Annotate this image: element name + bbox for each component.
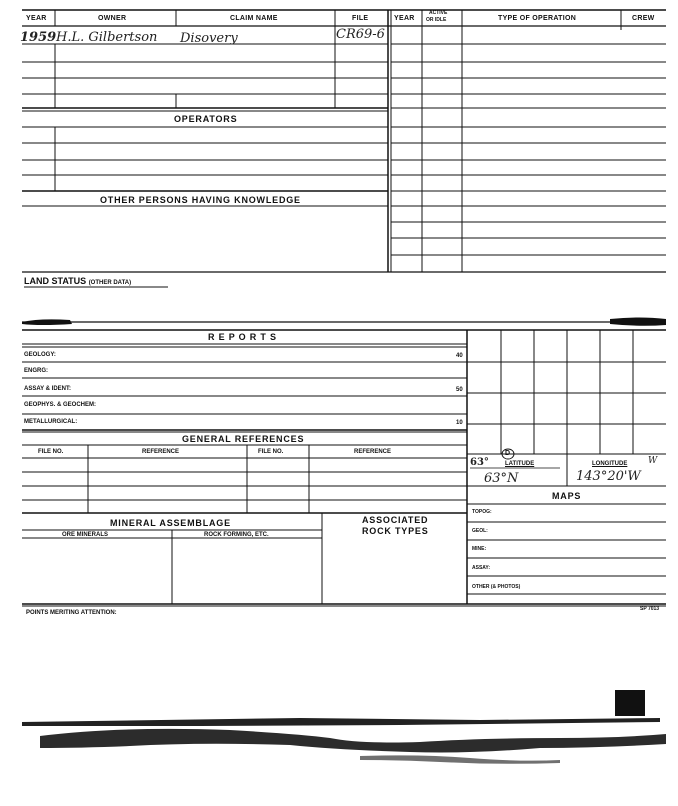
- header-or-idle: OR IDLE: [426, 17, 447, 23]
- report-metallurgical-code: 10: [456, 420, 463, 426]
- rock-types-label: ROCK TYPES: [362, 526, 429, 536]
- form-number: SP 7013: [640, 606, 660, 612]
- other-persons-title: OTHER PERSONS HAVING KNOWLEDGE: [100, 195, 301, 205]
- latitude-value: 63°N: [484, 471, 519, 486]
- circle-mark: D: [505, 450, 511, 457]
- header-crew: CREW: [632, 15, 655, 22]
- ref-reference-1: REFERENCE: [142, 449, 180, 455]
- entry-file: CR69-6: [336, 27, 385, 42]
- map-mine: MINE:: [472, 546, 487, 552]
- ore-minerals-label: ORE MINERALS: [62, 532, 109, 538]
- maps-title: MAPS: [552, 491, 582, 501]
- land-status-title: [24, 277, 131, 286]
- ref-reference-2: REFERENCE: [354, 449, 392, 455]
- header-owner: OWNER: [98, 15, 127, 22]
- report-engrg: ENGRG:: [24, 368, 48, 374]
- rock-forming-label: ROCK FORMING, ETC.: [204, 532, 269, 538]
- map-assay: ASSAY:: [472, 565, 491, 571]
- ref-file-no-1: FILE NO.: [38, 449, 64, 455]
- entry-owner: H.L. Gilbertson: [56, 30, 158, 45]
- entry-claim-name: Disovery: [180, 31, 238, 46]
- header-year-2: YEAR: [394, 15, 415, 22]
- general-references-title: GENERAL REFERENCES: [182, 434, 305, 444]
- header-active: ACTIVE: [429, 10, 448, 16]
- latitude-label: LATITUDE: [505, 461, 535, 467]
- report-metallurgical: METALLURGICAL:: [24, 419, 78, 425]
- header-claim-name: CLAIM NAME: [230, 15, 278, 22]
- land-status-note: (OTHER DATA): [88, 280, 132, 286]
- report-geology: GEOLOGY:: [24, 352, 56, 358]
- latitude-prefix: 63°: [470, 457, 489, 468]
- header-type-of-operation: TYPE OF OPERATION: [498, 15, 577, 22]
- mineral-assemblage-title: MINERAL ASSEMBLAGE: [110, 518, 231, 528]
- ref-file-no-2: FILE NO.: [258, 449, 284, 455]
- header-file: FILE: [352, 15, 369, 22]
- reports-title: R E P O R T S: [208, 332, 277, 342]
- operators-title: OPERATORS: [174, 114, 238, 124]
- longitude-value: 143°20'W: [576, 469, 641, 484]
- map-topog: TOPOG:: [472, 509, 492, 515]
- report-geophys: GEOPHYS. & GEOCHEM:: [24, 402, 97, 408]
- points-meriting-attention: POINTS MERITING ATTENTION:: [26, 610, 117, 616]
- report-assay: ASSAY & IDENT:: [24, 386, 72, 392]
- header-year: YEAR: [26, 15, 47, 22]
- report-assay-code: 50: [456, 387, 463, 393]
- map-other: OTHER (& PHOTOS): [472, 584, 521, 590]
- associated-label: ASSOCIATED: [362, 515, 429, 525]
- land-status-label: LAND STATUS: [24, 276, 87, 286]
- report-geology-code: 40: [456, 353, 463, 359]
- entry-year: 1959: [20, 30, 57, 45]
- map-geol: GEOL:: [472, 528, 488, 534]
- longitude-label: LONGITUDE: [592, 461, 628, 467]
- longitude-suffix: W: [648, 456, 658, 466]
